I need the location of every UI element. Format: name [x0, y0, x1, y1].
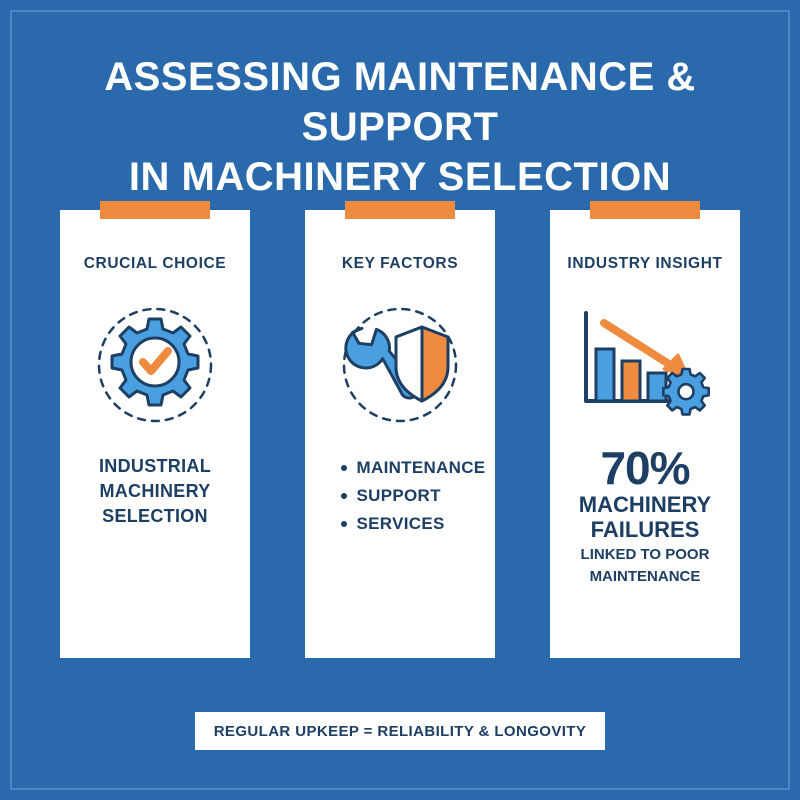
- statistic-block: [579, 444, 711, 658]
- page-title: [0, 52, 800, 202]
- wrench-shield-icon: [330, 300, 470, 430]
- gear-checkmark-icon: [85, 300, 225, 430]
- card-text-line-2: MACHINERY: [99, 481, 211, 501]
- stat-sub-line-1: LINKED TO POOR: [580, 546, 710, 563]
- card-crucial-choice: [60, 210, 250, 658]
- card-body: [60, 440, 250, 658]
- card-heading: KEY FACTORS: [341, 255, 459, 272]
- footer-text: REGULAR UPKEEP = RELIABILITY & LONGOVITY: [213, 722, 587, 740]
- card-tab: [345, 201, 455, 219]
- key-factors-list: [315, 454, 486, 658]
- stat-sub-line-2: MAINTENANCE: [589, 568, 701, 585]
- stat-main-line-1: MACHINERY: [578, 492, 712, 517]
- card-heading: CRUCIAL CHOICE: [83, 255, 227, 272]
- card-text-line-1: INDUSTRIAL: [99, 456, 211, 476]
- list-item: SUPPORT: [341, 482, 486, 510]
- card-text-line-3: SELECTION: [102, 506, 208, 526]
- stat-number: 70%: [600, 442, 690, 494]
- stat-main-line-2: FAILURES: [590, 517, 700, 542]
- card-body: [550, 440, 740, 658]
- card-tab: [590, 201, 700, 219]
- card-body: [305, 440, 495, 658]
- card-row: [60, 210, 740, 658]
- card-industry-insight: [550, 210, 740, 658]
- card-text-lines: [99, 454, 211, 658]
- title-line-1: ASSESSING MAINTENANCE & SUPPORT: [104, 55, 696, 149]
- declining-bar-chart-gear-icon: [570, 300, 720, 430]
- footer-banner: [195, 712, 605, 750]
- card-key-factors: [305, 210, 495, 658]
- list-item: MAINTENANCE: [341, 454, 486, 482]
- title-line-2: IN MACHINERY SELECTION: [128, 155, 672, 199]
- list-item: SERVICES: [341, 510, 486, 538]
- card-heading: INDUSTRY INSIGHT: [567, 255, 723, 272]
- card-tab: [100, 201, 210, 219]
